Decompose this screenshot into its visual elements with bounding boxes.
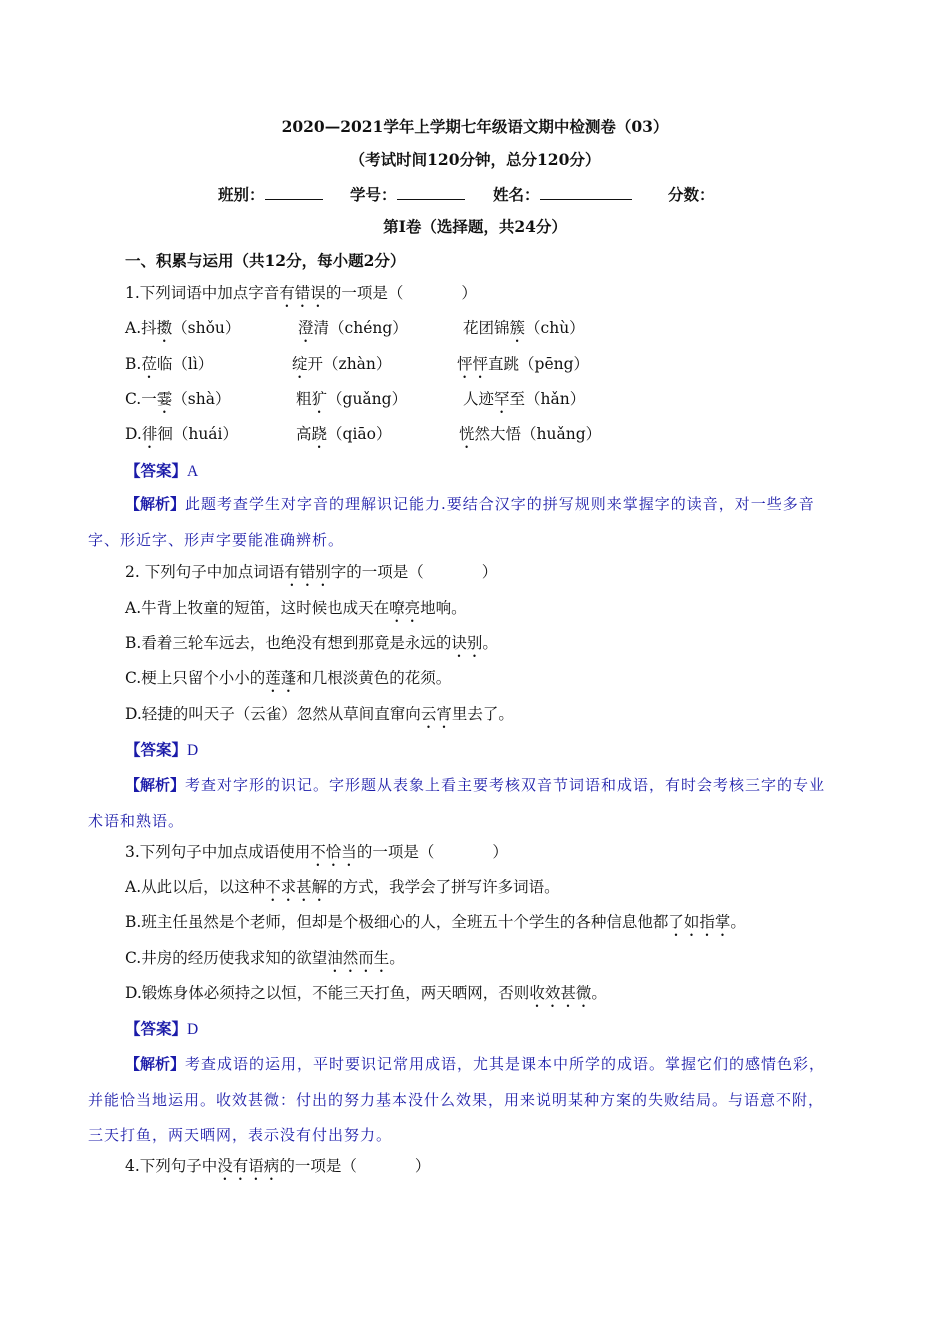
option-text: 。 <box>389 949 405 967</box>
word-text: 抖 <box>141 319 157 337</box>
option-label: C. <box>125 390 142 408</box>
name-field[interactable] <box>493 185 632 205</box>
q2-stem-close: ） <box>481 563 498 581</box>
question-4-stem <box>125 1156 430 1184</box>
option-text: D.轻捷的叫天子（云雀）忽然从草间直窜向 <box>125 705 421 723</box>
dotted-char: 澄 <box>298 319 314 337</box>
option-text: A.从此以后，以这种 <box>125 878 266 896</box>
explanation-text: 考查成语的运用，平时要识记常用成语，尤其是课本中所学的成语。掌握它们的感情色彩， <box>185 1055 826 1073</box>
dotted-char: 恍 <box>459 425 475 443</box>
dotted-word: 了如指掌 <box>668 913 731 931</box>
dotted-char: 簇 <box>509 319 526 337</box>
word-text: 徊 <box>157 425 173 443</box>
dotted-word: 不求甚解 <box>265 878 328 896</box>
option-text: 和几根淡黄色的花须。 <box>296 669 452 687</box>
number-label: 学号： <box>350 185 397 204</box>
class-blank[interactable] <box>265 185 323 200</box>
word-text: 清 <box>313 319 330 337</box>
q1-explanation-cont: 字、形近字、形声字要能准确辨析。 <box>88 531 345 549</box>
q2-explanation-cont: 术语和熟语。 <box>88 812 185 830</box>
pinyin: （huǎng） <box>521 425 602 443</box>
q1-stem-text: 1.下列词语中加点字音 <box>125 284 280 302</box>
q2-option-c <box>125 668 451 696</box>
q3-option-d <box>125 983 607 1011</box>
explanation-tag: 【解析】 <box>125 1055 186 1073</box>
number-blank[interactable] <box>397 185 465 200</box>
explanation-text: 考查对字形的识记。字形题从表象上看主要考核双音节词语和成语，有时会考核三字的专业 <box>185 776 826 794</box>
option-text: 的方式，我学会了拼写许多词语。 <box>327 878 560 896</box>
pinyin: （chéng） <box>329 319 408 337</box>
student-number-field[interactable] <box>350 185 465 205</box>
pinyin: （hǎn） <box>525 390 586 408</box>
q1-option-c <box>125 389 230 417</box>
q2-answer <box>125 740 198 761</box>
q1-stem-text-2: 的一项是（ <box>325 284 404 302</box>
section-heading: 一、积累与运用（共12分，每小题2分） <box>125 251 406 270</box>
answer-tag: 【答案】 <box>125 740 188 759</box>
pinyin: （chù） <box>525 319 585 337</box>
option-text: 。 <box>482 634 498 652</box>
word-text: 粗 <box>296 390 312 408</box>
pinyin: （pēng） <box>519 355 590 373</box>
q4-stem-emphasis: 没有语病 <box>217 1157 280 1175</box>
dotted-word: 收效甚微 <box>529 984 592 1002</box>
explanation-text: 此题考查学生对字音的理解识记能力.要结合汉字的拼写规则来掌握字的读音，对一些多音 <box>185 495 815 513</box>
dotted-char: 犷 <box>311 390 328 408</box>
option-label: D. <box>125 425 142 443</box>
dotted-char: 霎 <box>156 390 173 408</box>
pinyin: （zhàn） <box>323 355 392 373</box>
q1-option-d-word-3 <box>459 424 601 452</box>
class-label: 班别： <box>218 185 265 204</box>
exam-title: 2020—2021学年上学期七年级语文期中检测卷（03） <box>281 117 669 136</box>
dotted-word: 嘹亮 <box>389 599 421 617</box>
word-text: 至 <box>509 390 526 408</box>
option-text: D.锻炼身体必须持之以恒，不能三天打鱼，两天晒网，否则 <box>125 984 530 1002</box>
q3-option-a <box>125 877 560 905</box>
pinyin: （shǒu） <box>172 319 241 337</box>
q2-stem-text: 2. 下列句子中加点词语 <box>125 563 285 581</box>
option-text: 里去了。 <box>451 705 514 723</box>
pinyin: （qiāo） <box>327 425 392 443</box>
q1-option-b-word-3 <box>457 354 589 382</box>
q3-stem-close: ） <box>492 843 508 861</box>
q1-answer <box>125 461 198 482</box>
option-label: A. <box>125 319 142 337</box>
q1-option-b <box>125 354 213 382</box>
option-text: C.井房的经历使我求知的欲望 <box>125 949 328 967</box>
volume-heading: 第Ⅰ卷（选择题，共24分） <box>383 217 567 236</box>
answer-tag: 【答案】 <box>125 461 188 480</box>
dotted-word: 莲蓬 <box>265 669 297 687</box>
q1-option-d <box>125 424 238 452</box>
answer-value: D <box>187 1021 199 1038</box>
pinyin: （huái） <box>172 425 239 443</box>
name-label: 姓名： <box>493 185 540 204</box>
word-text: 开 <box>307 355 324 373</box>
question-2-stem <box>125 562 497 590</box>
q1-option-a <box>125 318 240 346</box>
option-text: B.班主任虽然是个老师，但却是个极细心的人，全班五十个学生的各种信息他都 <box>125 913 669 931</box>
q2-stem-text-2: 字的一项是（ <box>330 563 424 581</box>
answer-value: D <box>187 742 199 759</box>
q3-stem-text-2: 的一项是（ <box>356 843 435 861</box>
option-text: 地响。 <box>420 599 467 617</box>
pinyin: （lì） <box>172 355 214 373</box>
q1-explanation <box>125 494 815 514</box>
answer-tag: 【答案】 <box>125 1019 188 1038</box>
option-text: C.梗上只留个小小的 <box>125 669 266 687</box>
q3-option-c <box>125 948 405 976</box>
word-text: 直跳 <box>488 355 520 373</box>
dotted-char: 罕 <box>494 390 510 408</box>
explanation-tag: 【解析】 <box>125 495 186 513</box>
word-text: 临 <box>156 355 173 373</box>
pinyin: （guǎng） <box>327 390 408 408</box>
pinyin: （shà） <box>172 390 231 408</box>
explanation-tag: 【解析】 <box>125 776 186 794</box>
q1-option-a-word-3 <box>463 318 585 346</box>
word-text: 花团锦 <box>463 319 510 337</box>
q3-option-b <box>125 912 746 940</box>
dotted-char: 怦怦 <box>457 355 489 373</box>
q2-option-d <box>125 704 514 732</box>
option-text: 。 <box>730 913 746 931</box>
q2-option-a <box>125 598 467 626</box>
q3-explanation <box>125 1054 825 1074</box>
q1-option-c-word-3 <box>463 389 585 417</box>
q3-stem-emphasis: 不恰当 <box>310 843 357 861</box>
dotted-char: 擞 <box>156 319 173 337</box>
option-text: B.看着三轮车远去，也绝没有想到那竟是永远的 <box>125 634 452 652</box>
class-field[interactable] <box>218 185 323 205</box>
q1-option-b-word-2 <box>292 354 391 382</box>
q1-option-d-word-2 <box>296 424 391 452</box>
dotted-word: 油然而生 <box>327 949 390 967</box>
q4-stem-text-2: 的一项是（ <box>279 1157 357 1175</box>
score-label: 分数： <box>668 185 715 204</box>
q2-explanation <box>125 775 825 795</box>
dotted-char: 跷 <box>311 425 328 443</box>
dotted-word: 诀别 <box>451 634 483 652</box>
option-text: 。 <box>591 984 607 1002</box>
name-blank[interactable] <box>540 185 632 200</box>
answer-value: A <box>187 463 199 480</box>
q3-answer <box>125 1019 198 1040</box>
dotted-char: 莅 <box>141 355 157 373</box>
dotted-word: 云宵 <box>420 705 452 723</box>
q2-stem-emphasis: 有错别 <box>284 563 331 581</box>
q3-explanation-cont-2: 三天打鱼，两天晒网，表示没有付出努力。 <box>88 1126 393 1144</box>
q1-option-c-word-2 <box>296 389 407 417</box>
question-3-stem <box>125 842 508 870</box>
q2-option-b <box>125 633 498 661</box>
q3-stem-text: 3.下列句子中加点成语使用 <box>125 843 311 861</box>
word-text: 然大悟 <box>474 425 522 443</box>
q4-stem-text: 4.下列句子中 <box>125 1157 218 1175</box>
word-text: 一 <box>141 390 157 408</box>
exam-subtitle: （考试时间120分钟，总分120分） <box>349 150 601 169</box>
dotted-char: 绽 <box>292 355 308 373</box>
q1-stem-emphasis: 有错误 <box>279 284 326 302</box>
word-text: 高 <box>296 425 312 443</box>
word-text: 人迹 <box>463 390 495 408</box>
q4-stem-close: ） <box>414 1157 431 1175</box>
dotted-char: 徘 <box>141 425 158 443</box>
q3-explanation-cont: 并能恰当地运用。收效甚微：付出的努力基本没什么效果，用来说明某种方案的失败结局。与语意不附， <box>88 1091 825 1109</box>
q1-option-a-word-2 <box>298 318 408 346</box>
option-label: B. <box>125 355 142 373</box>
option-text: A.牛背上牧童的短笛，这时候也成天在 <box>125 599 390 617</box>
question-1-stem <box>125 283 477 311</box>
q1-stem-close: ） <box>461 284 477 302</box>
